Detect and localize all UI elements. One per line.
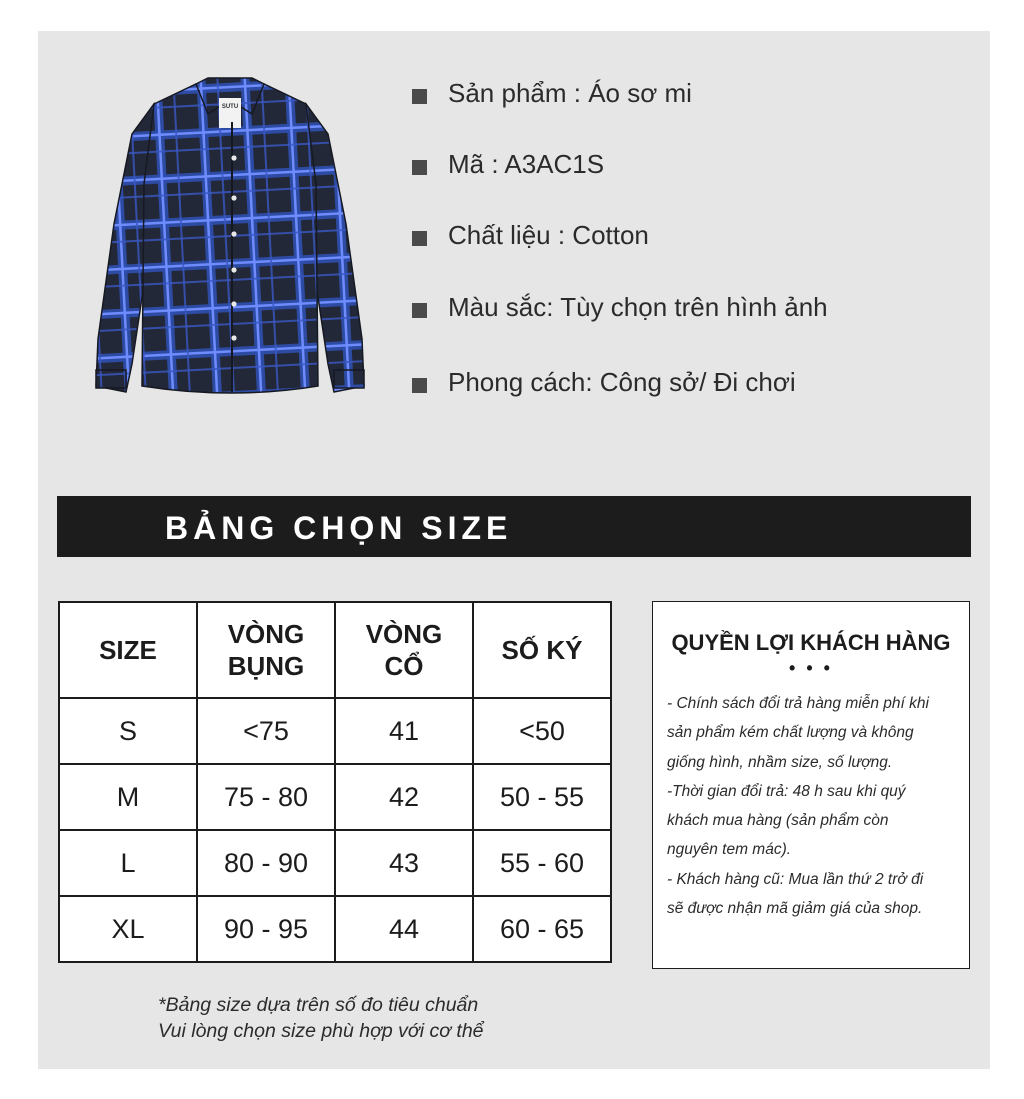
header-neck: VÒNG CỔ [335,602,473,698]
header-waist: VÒNG BỤNG [197,602,335,698]
square-bullet-icon [412,378,427,393]
square-bullet-icon [412,160,427,175]
square-bullet-icon [412,303,427,318]
table-row [59,698,611,764]
table-row [59,896,611,962]
note-line: *Bảng size dựa trên số đo tiêu chuẩn [158,994,479,1016]
table-header-row [59,602,611,698]
banner-title: BẢNG CHỌN SIZE [165,510,513,546]
table-cell: 60 - 65 [473,896,611,962]
header-size: SIZE [59,602,197,698]
table-cell: 80 - 90 [197,830,335,896]
size-table [58,601,612,963]
table-cell: 90 - 95 [197,896,335,962]
shirt-image [92,74,368,404]
table-cell: 43 [335,830,473,896]
header-weight: SỐ KÝ [473,602,611,698]
table-cell: <50 [473,698,611,764]
table-cell: <75 [197,698,335,764]
benefits-dots: • • • [789,658,833,678]
benefits-title: QUYỀN LỢI KHÁCH HÀNG [671,630,951,655]
table-row [59,830,611,896]
table-cell: 42 [335,764,473,830]
size-notes [158,992,484,1044]
square-bullet-icon [412,231,427,246]
table-row [59,764,611,830]
square-bullet-icon [412,89,427,104]
table-cell: XL [59,896,197,962]
note-line: Vui lòng chọn size phù hợp với cơ thể [158,1020,484,1042]
customer-benefits-box [652,601,970,969]
shirt-brand-label: SUTU [221,104,239,110]
table-cell: 50 - 55 [473,764,611,830]
table-cell: 44 [335,896,473,962]
table-cell: 41 [335,698,473,764]
table-cell: S [59,698,197,764]
table-cell: L [59,830,197,896]
table-cell: 75 - 80 [197,764,335,830]
benefits-text: - Chính sách đổi trả hàng miễn phí khi sản phẩm kém chất lượng và không giống hình, nhầm size, số lượng. -Thời gian đổi trả: 48 h sau khi quý khách mua hàng (sản phẩm còn nguyên tem mác). - Khách hàng cũ: Mua lần thứ 2 trở đi sẽ được nhận mã giảm giá của shop. [667,695,929,918]
table-cell: M [59,764,197,830]
size-chart-banner [57,496,971,557]
table-cell: 55 - 60 [473,830,611,896]
